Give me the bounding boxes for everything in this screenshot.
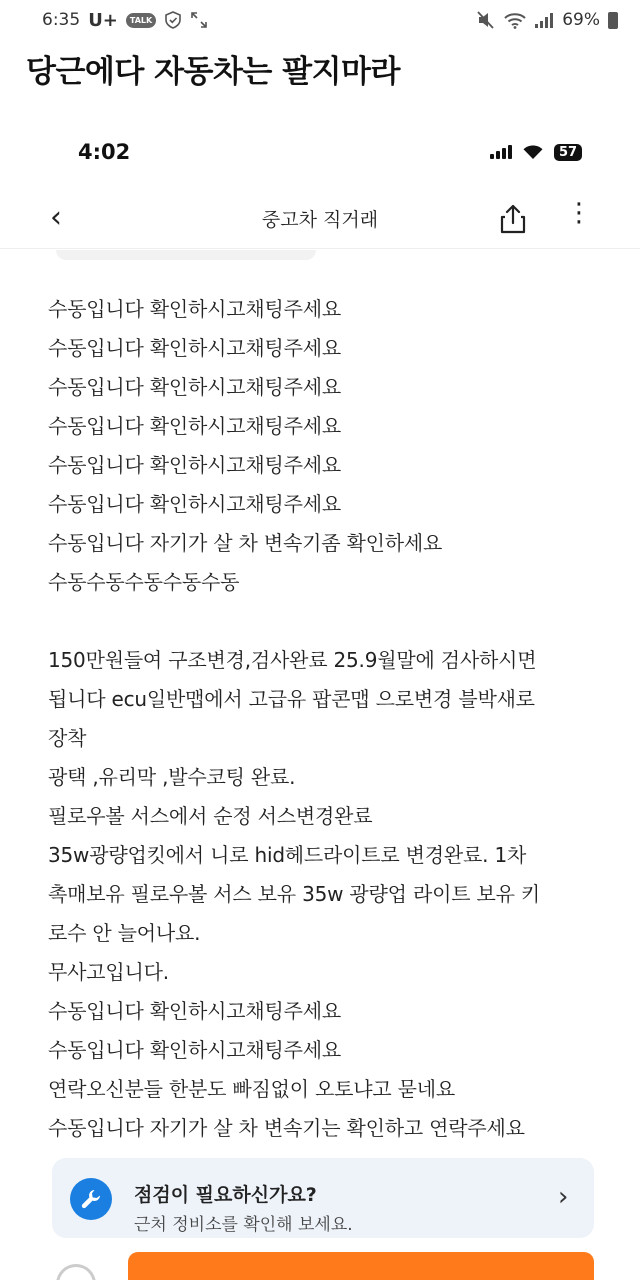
cell-signal-icon: [490, 145, 512, 159]
status-time: 6:35: [42, 10, 81, 30]
nav-bar: [0, 190, 640, 246]
shield-check-icon: [164, 11, 182, 29]
body-line: 수동입니다 확인하시고채팅주세요: [48, 297, 341, 321]
blank-line: [48, 602, 604, 641]
body-line: 광택 ,유리막 ,발수코팅 완료.: [48, 765, 296, 789]
body-line: 35w광량업킷에서 니로 hid헤드라이트로 변경완료. 1차: [48, 843, 527, 867]
status-left: [42, 10, 208, 31]
body-line: 수동입니다 확인하시고채팅주세요: [48, 1038, 341, 1062]
carrier-label: U+: [88, 9, 118, 31]
battery-percent: 69%: [562, 10, 600, 30]
body-line: 무사고입니다.: [48, 960, 169, 984]
post-title: 당근에다 자동차는 팔지마라: [26, 54, 400, 90]
ios-wifi-icon: [522, 144, 544, 160]
body-line: 수동입니다 자기가 살 차 변속기좀 확인하세요: [48, 531, 443, 555]
ios-battery-icon: 57: [554, 144, 582, 161]
ios-status-bar: [0, 132, 640, 172]
mute-icon: [476, 11, 496, 29]
like-icon[interactable]: [56, 1264, 96, 1280]
body-line: 로수 안 늘어나요.: [48, 921, 201, 945]
battery-icon: [608, 12, 618, 29]
nav-title: 중고차 직거래: [261, 208, 379, 231]
more-icon[interactable]: ⋮: [566, 198, 592, 228]
back-icon[interactable]: ‹: [50, 200, 62, 235]
signal-icon: [534, 11, 554, 29]
body-line: 장착: [48, 726, 87, 750]
ios-status-icons: [490, 144, 582, 161]
body-line: 촉매보유 필로우볼 서스 보유 35w 광량업 라이트 보유 키: [48, 882, 540, 906]
body-line: 필로우볼 서스에서 순정 서스변경완료: [48, 804, 373, 828]
inspection-card[interactable]: [52, 1158, 594, 1238]
body-line: 수동입니다 확인하시고채팅주세요: [48, 453, 341, 477]
body-line: 수동입니다 확인하시고채팅주세요: [48, 375, 341, 399]
previous-card-edge: [56, 250, 316, 260]
body-line: 수동입니다 확인하시고채팅주세요: [48, 999, 341, 1023]
chevron-right-icon: ›: [558, 1182, 569, 1212]
header-divider: [0, 248, 640, 249]
share-icon[interactable]: [496, 202, 530, 236]
body-line: 수동입니다 확인하시고채팅주세요: [48, 336, 341, 360]
android-status-bar: [0, 0, 640, 40]
body-line: 됩니다 ecu일반맵에서 고급유 팝콘맵 으로변경 블박새로: [48, 687, 535, 711]
wrench-icon: [70, 1178, 112, 1220]
card-title: 점검이 필요하신가요?: [134, 1184, 317, 1206]
body-line: 150만원들여 구조변경,검사완료 25.9월말에 검사하시면: [48, 648, 537, 672]
chat-button[interactable]: [128, 1252, 594, 1280]
ios-time: 4:02: [78, 140, 131, 164]
body-line: 수동입니다 확인하시고채팅주세요: [48, 492, 341, 516]
body-line: 수동입니다 자기가 살 차 변속기는 확인하고 연락주세요: [48, 1116, 525, 1140]
expand-icon: [190, 11, 208, 29]
card-subtitle: 근처 정비소를 확인해 보세요.: [134, 1215, 353, 1235]
wifi-icon: [504, 11, 526, 29]
body-line: 수동수동수동수동수동: [48, 570, 240, 594]
body-line: 연락오신분들 한분도 빠짐없이 오토냐고 묻네요: [48, 1077, 456, 1101]
post-body: [48, 290, 604, 1148]
status-right: [476, 10, 618, 30]
talk-badge-icon: TALK: [126, 13, 156, 28]
body-line: 수동입니다 확인하시고채팅주세요: [48, 414, 341, 438]
